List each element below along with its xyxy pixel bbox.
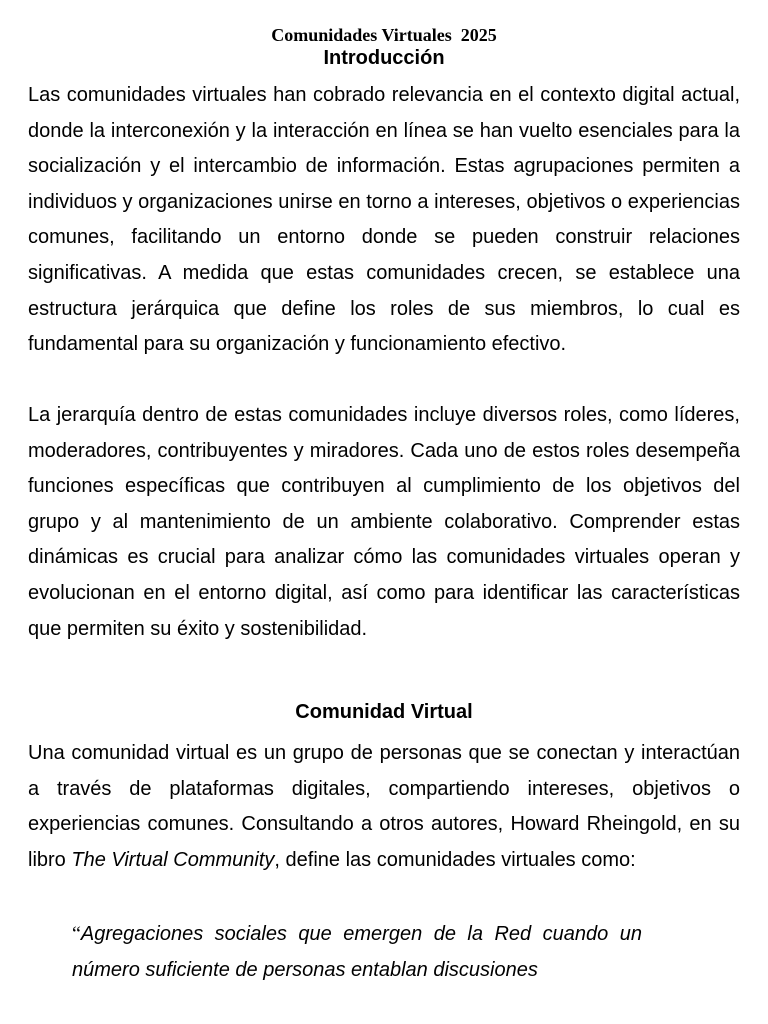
paragraph-text-before-book: Una comunidad virtual es un grupo de personas que se conectan y interactúan a través de plataformas digitales, compartiendo intereses, objetivos o experiencias comunes. Consultando a otros autores, Howard Rheingold, en su libro [28,742,740,871]
paragraph-text-after-book: , define las comunidades virtuales como: [274,848,636,871]
intro-paragraph-2: La jerarquía dentro de estas comunidades incluye diversos roles, como líderes, moderadores, contribuyentes y miradores. Cada uno de estos roles desempeña funciones específicas que contribuyen al cumplimiento de los objetivos del grupo y al mantenimiento de un ambiente colaborativo. Comprender estas dinámicas es crucial para analizar cómo las comunidades virtuales operan y evolucionan en el entorno digital, así como para identificar las características que permiten su éxito y sostenibilidad. [28,404,740,640]
book-title: The Virtual Community [71,848,275,871]
section-title-introduccion: Introducción [323,47,445,69]
opening-quote-mark: “ [72,923,81,945]
section-title-comunidad-virtual: Comunidad Virtual [295,701,473,723]
intro-paragraph-1: Las comunidades virtuales han cobrado relevancia en el contexto digital actual, donde la interconexión y la interacción en línea se han vuelto esenciales para la socialización y el intercambio de información. Estas agrupaciones permiten a individuos y organizaciones unirse en torno a intereses, objetivos o experiencias comunes, facilitando un entorno donde se pueden construir relaciones significativas. A medida que estas comunidades crecen, se establece una estructura jerárquica que define los roles de sus miembros, lo cual es fundamental para su organización y funcionamiento efectivo. [28,84,740,356]
document-header: Comunidades Virtuales 2025 [271,25,497,45]
rheingold-quote [72,916,642,988]
quote-text: Agregaciones sociales que emergen de la Red cuando un número suficiente de personas entablan discusiones [72,923,642,981]
comunidad-virtual-paragraph [28,736,740,878]
